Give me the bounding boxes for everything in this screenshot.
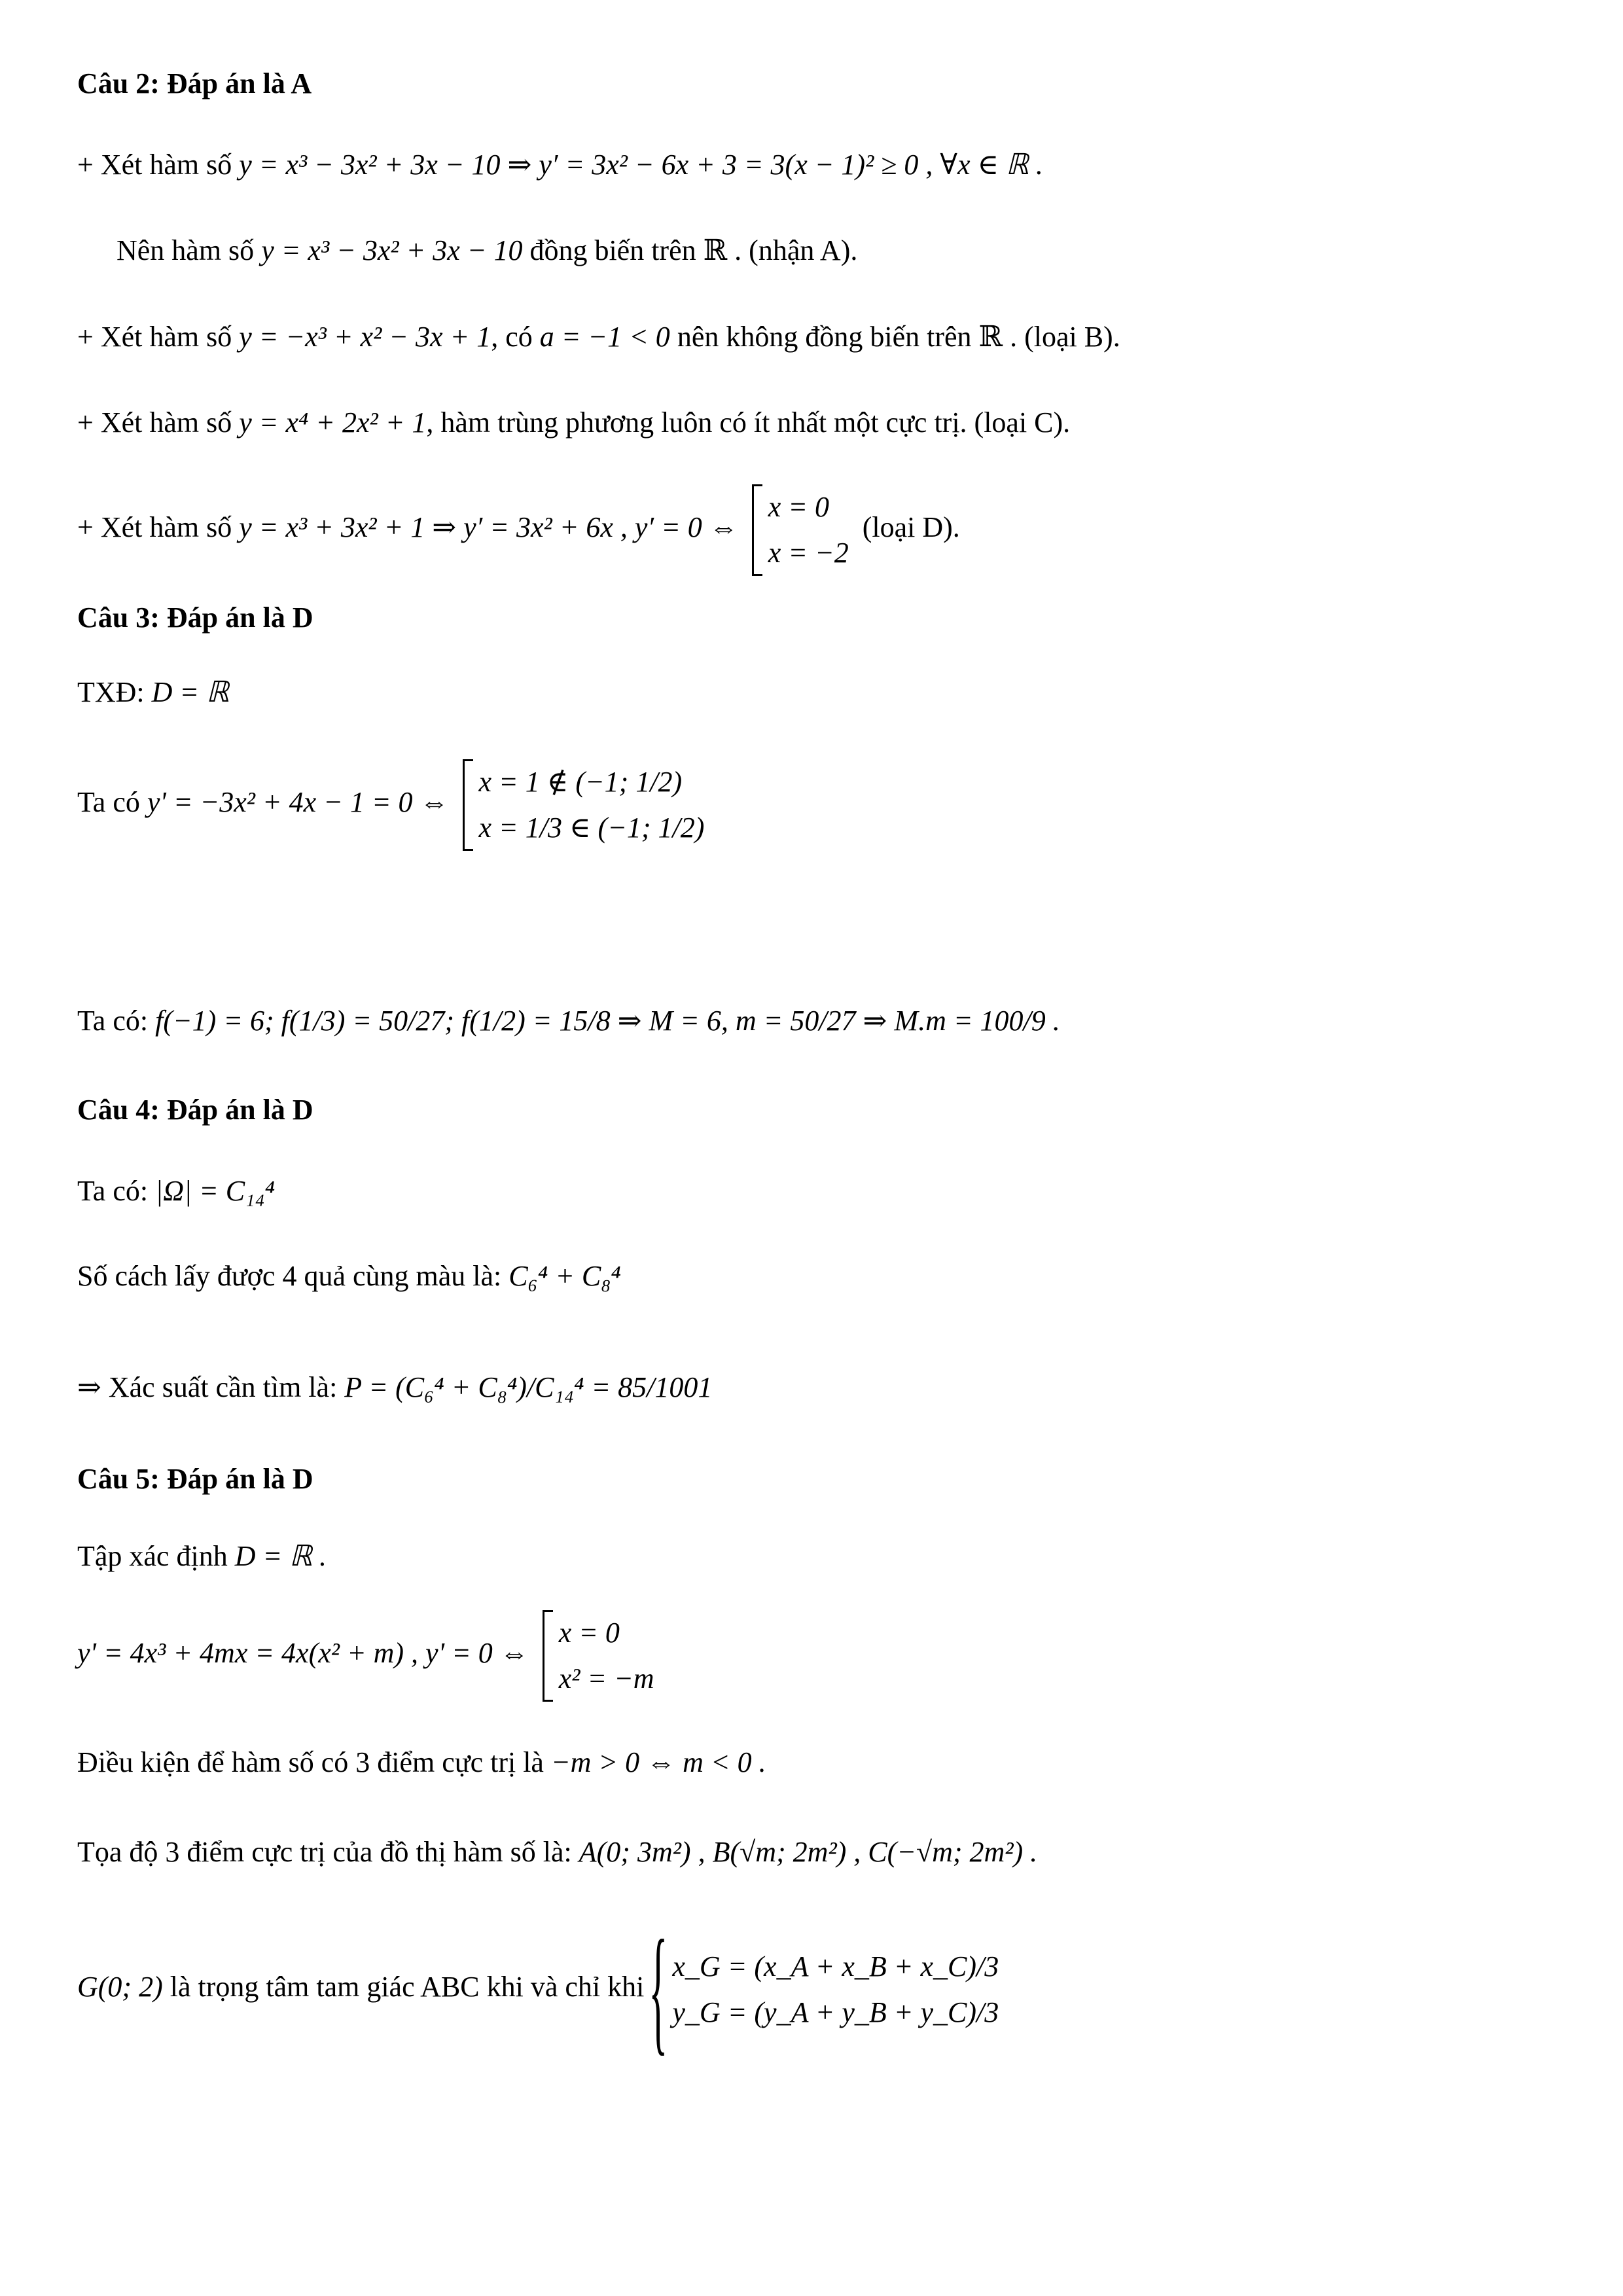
cau2-line-4 [77,403,1070,442]
case-1: x = 0 [558,1617,620,1649]
text: + Xét hàm số [77,406,232,439]
formula: y = x⁴ + 2x² + 1 [239,406,427,439]
formula: |Ω| = C₁₄⁴ [155,1175,276,1207]
cau4-ways [77,1257,621,1296]
system-eq-2: y_G = (y_A + y_B + y_C)/3 [672,1996,999,2028]
text: là trọng tâm tam giác ABC khi và chỉ khi [169,1971,645,2003]
cau2-line-2 [116,231,857,270]
cau5-coordinates [77,1833,1037,1872]
case-2: x² = −m [558,1662,654,1695]
text: Tập xác định [77,1540,228,1572]
text: TXĐ: [77,676,145,708]
text: + Xét hàm số [77,321,232,353]
cau2-line-3 [77,317,1120,357]
cau4-probability [77,1368,712,1407]
formula: A(0; 3m²) , B(√m; 2m²) , C(−√m; 2m²) . [579,1836,1038,1868]
cau5-condition [77,1743,766,1782]
formula: D = ℝ [151,676,229,708]
heading-cau-2: Câu 2: Đáp án là A [77,67,312,99]
cau3-txd [77,673,229,712]
text: Nên hàm số [116,234,255,266]
formula: a = −1 < 0 [539,321,670,353]
heading-cau-5: Câu 5: Đáp án là D [77,1463,313,1495]
formula: y' = −3x² + 4x − 1 = 0 ⇔ [147,786,449,819]
text: Ta có [77,786,140,819]
formula: −m > 0 ⇔ m < 0 . [550,1746,766,1778]
text: (loại D). [862,511,960,544]
case-bracket [752,484,849,576]
text: đồng biến trên ℝ . (nhận A). [529,234,858,266]
text: Ta có: [77,1005,149,1037]
text: + Xét hàm số [77,511,232,544]
formula: y = x³ − 3x² + 3x − 10 [261,234,523,266]
text: Số cách lấy được 4 quả cùng màu là: [77,1260,502,1292]
case-1: x = 1 ∉ (−1; 1/2) [478,766,683,798]
cau3-values [77,1001,1060,1041]
formula: P = (C₆⁴ + C₈⁴)/C₁₄⁴ = 85/1001 [344,1371,713,1403]
case-1: x = 0 [768,491,830,523]
formula: D = ℝ . [234,1540,327,1572]
heading-cau-4: Câu 4: Đáp án là D [77,1094,313,1126]
cau5-derivative [77,1610,661,1702]
cau2-line-1 [77,145,1043,185]
cau4-omega [77,1172,275,1211]
text: Ta có: [77,1175,149,1207]
text: ⇒ Xác suất cần tìm là: [77,1371,338,1403]
formula: f(−1) = 6; f(1/3) = 50/27; f(1/2) = 15/8 ⇒ M = 6, m = 50/27 ⇒ M.m = 100/9 . [155,1005,1060,1037]
formula: y = x³ + 3x² + 1 ⇒ y′ = 3x² + 6x , y′ = 0 ⇔ [239,511,738,544]
formula: y = −x³ + x² − 3x + 1 [239,321,491,353]
text: Tọa độ 3 điểm cực trị của đồ thị hàm số là: [77,1836,572,1868]
cau5-txd [77,1537,327,1576]
heading-cau-3: Câu 3: Đáp án là D [77,601,313,634]
formula: G(0; 2) [77,1971,163,2003]
text: , có [491,321,533,353]
system-brace [658,1944,999,2036]
case-2: x = −2 [768,537,849,569]
case-bracket [463,759,705,851]
case-2: x = 1/3 ∈ (−1; 1/2) [478,812,705,844]
text: + Xét hàm số [77,149,232,181]
formula: y' = 4x³ + 4mx = 4x(x² + m) , y' = 0 ⇔ [77,1637,529,1670]
text: nên không đồng biến trên ℝ . (loại B). [677,321,1120,353]
system-eq-1: { x_G = (x_A + x_B + x_C)/3 [672,1950,999,1982]
formula: C₆⁴ + C₈⁴ [508,1260,621,1292]
case-bracket [543,1610,654,1702]
cau5-centroid [77,1944,1005,2036]
text: Điều kiện để hàm số có 3 điểm cực trị là [77,1746,544,1778]
cau3-derivative [77,759,711,851]
formula: y = x³ − 3x² + 3x − 10 ⇒ y′ = 3x² − 6x + 3 = 3(x − 1)² ≥ 0 , ∀x ∈ ℝ . [239,149,1043,181]
text: , hàm trùng phương luôn có ít nhất một cực trị. (loại C). [426,406,1071,439]
cau2-line-5 [77,484,960,576]
